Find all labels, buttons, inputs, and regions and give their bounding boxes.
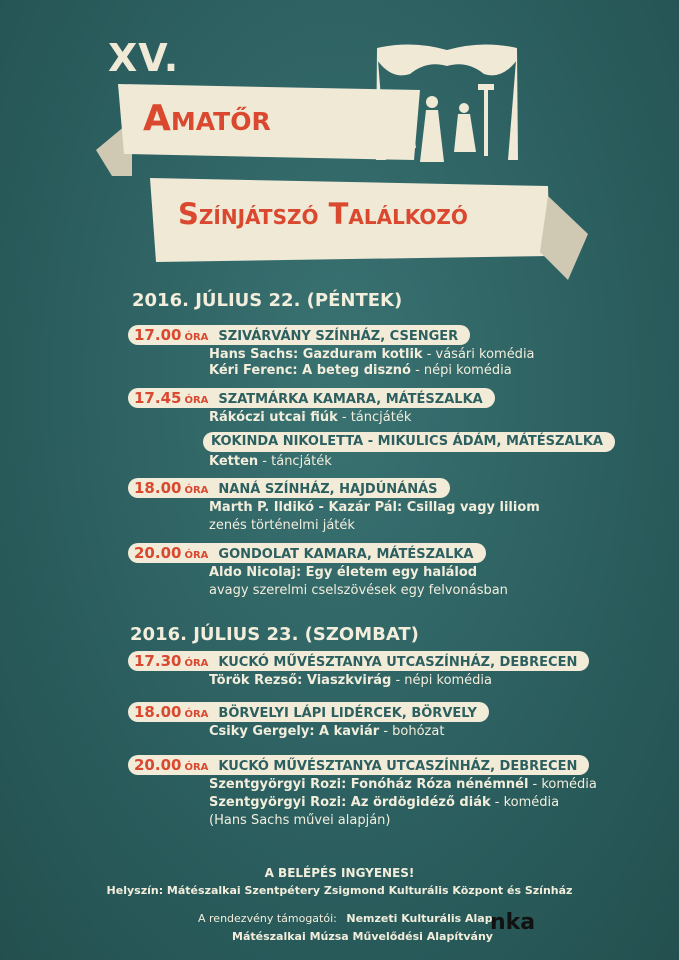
event-line: Hans Sachs: Gazduram kotlik - vásári komédia — [209, 347, 535, 362]
event-venue: KOKINDA NIKOLETTA - MIKULICS ÁDÁM, MÁTÉSZALKA — [211, 434, 603, 449]
event-2-header — [128, 388, 495, 408]
event-line: Kéri Ferenc: A beteg disznó - népi komédia — [209, 363, 512, 378]
event-time: 18.00 — [134, 703, 182, 721]
event-line: Szentgyörgyi Rozi: Az ördögidéző diák - komédia — [209, 795, 560, 810]
event-line: Ketten - táncjáték — [209, 454, 332, 469]
venue-info: Helyszín: Mátészalkai Szentpétery Zsigmond Kulturális Központ és Színház — [106, 884, 573, 897]
event-venue: NANÁ SZÍNHÁZ, HAJDÚNÁNÁS — [218, 482, 438, 497]
event-line: Aldo Nicolaj: Egy életem egy halálod — [209, 565, 478, 580]
event-3-header — [203, 432, 615, 452]
event-ora: ÓRA — [184, 485, 209, 496]
event-line: Marth P. Ildikó - Kazár Pál: Csillag vagy liliom — [209, 500, 540, 515]
event-ora: ÓRA — [184, 709, 209, 720]
event-line: zenés történelmi játék — [209, 518, 355, 533]
day-2-date: 2016. JÚLIUS 23. (SZOMBAT) — [130, 624, 419, 645]
event-venue: SZIVÁRVÁNY SZÍNHÁZ, CSENGER — [218, 329, 459, 344]
event-venue: SZATMÁRKA KAMARA, MÁTÉSZALKA — [218, 392, 483, 407]
event-ora: ÓRA — [184, 395, 209, 406]
event-time: 17.00 — [134, 326, 182, 344]
sponsor-nka: Nemzeti Kulturális Alap — [346, 912, 493, 925]
sponsor-muzsa: Mátészalkai Múzsa Művelődési Alapítvány — [232, 930, 493, 943]
event-4-header — [128, 478, 450, 498]
event-time: 18.00 — [134, 479, 182, 497]
event-line: Rákóczi utcai fiúk - táncjáték — [209, 410, 412, 425]
edition-number: XV. — [108, 36, 180, 80]
event-ora: ÓRA — [184, 550, 209, 561]
event-ora: ÓRA — [184, 332, 209, 343]
event-7-header — [128, 702, 489, 722]
actors-silhouette-icon — [398, 84, 494, 162]
day-1-date: 2016. JÚLIUS 22. (PÉNTEK) — [132, 290, 403, 311]
event-venue: KUCKÓ MŰVÉSZTANYA UTCASZÍNHÁZ, DEBRECEN — [218, 759, 578, 774]
stage-curtain-icon — [372, 40, 522, 170]
event-time: 20.00 — [134, 544, 182, 562]
event-time: 17.45 — [134, 389, 182, 407]
event-line: (Hans Sachs művei alapján) — [209, 813, 391, 828]
event-8-header — [128, 755, 589, 775]
event-1-header — [128, 325, 470, 345]
event-line: Szentgyörgyi Rozi: Fonóház Róza nénémnél - komédia — [209, 777, 597, 792]
event-6-header — [128, 651, 589, 671]
free-entry: A BELÉPÉS INGYENES! — [264, 866, 415, 880]
sponsors-line — [198, 912, 493, 925]
title-amator: Amatőr — [143, 98, 271, 139]
sponsors-label: A rendezvény támogatói: — [198, 912, 337, 925]
nka-logo: nka — [490, 910, 536, 935]
event-line: avagy szerelmi cselszövések egy felvonásban — [209, 583, 508, 598]
event-line: Török Rezső: Viaszkvirág - népi komédia — [209, 673, 493, 688]
event-line: Csiky Gergely: A kaviár - bohózat — [209, 724, 445, 739]
title-szinjatszo-talalkozo: Színjátszó Találkozó — [178, 197, 468, 231]
event-venue: KUCKÓ MŰVÉSZTANYA UTCASZÍNHÁZ, DEBRECEN — [218, 655, 578, 670]
event-venue: BÖRVELYI LÁPI LIDÉRCEK, BÖRVELY — [218, 706, 477, 721]
event-time: 20.00 — [134, 756, 182, 774]
event-venue: GONDOLAT KAMARA, MÁTÉSZALKA — [218, 547, 474, 562]
event-ora: ÓRA — [184, 762, 209, 773]
event-ora: ÓRA — [184, 658, 209, 669]
title-ribbons — [0, 0, 679, 300]
event-5-header — [128, 543, 486, 563]
event-time: 17.30 — [134, 652, 182, 670]
